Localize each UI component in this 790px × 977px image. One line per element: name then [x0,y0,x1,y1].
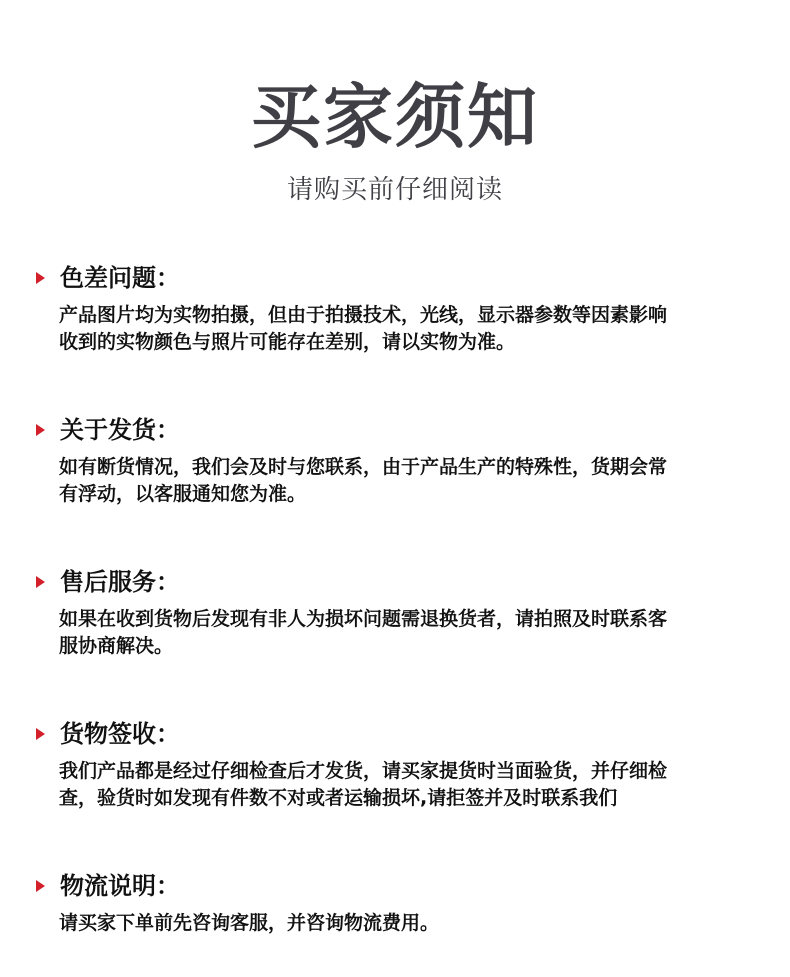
section-title: 货物签收： [60,720,180,748]
section-shipping [32,414,762,508]
section-logistics [32,870,762,937]
section-title: 售后服务： [60,568,180,596]
triangle-right-icon [36,424,45,436]
triangle-right-icon [36,576,45,588]
section-header [32,414,762,448]
body-line: 收到的实物颜色与照片可能存在差别，请以实物为准。 [59,331,516,353]
section-body [59,606,749,660]
section-color-difference [32,262,762,356]
body-line: 产品图片均为实物拍摄，但由于拍摄技术，光线，显示器参数等因素影响 [59,304,668,326]
body-line: 查，验货时如发现有件数不对或者运输损坏,请拒签并及时联系我们 [59,787,618,809]
section-body [59,910,749,937]
section-title: 关于发货： [60,416,180,444]
page-title: 买家须知 [251,76,539,158]
section-title: 物流说明： [60,872,180,900]
body-line: 请买家下单前先咨询客服，并咨询物流费用。 [59,912,440,934]
body-line: 我们产品都是经过仔细检查后才发货，请买家提货时当面验货，并仔细检 [59,760,668,782]
body-line: 如有断货情况，我们会及时与您联系，由于产品生产的特殊性，货期会常 [59,456,668,478]
section-header [32,566,762,600]
section-title: 色差问题： [60,264,180,292]
page-subtitle: 请购买前仔细阅读 [286,175,503,205]
body-line: 如果在收到货物后发现有非人为损坏问题需退换货者，请拍照及时联系客 [59,608,668,630]
section-body [59,302,749,356]
section-header [32,262,762,296]
section-body [59,454,749,508]
body-line: 有浮动，以客服通知您为准。 [59,483,307,505]
section-goods-receipt [32,718,762,812]
triangle-right-icon [36,728,45,740]
triangle-right-icon [36,272,45,284]
triangle-right-icon [36,880,45,892]
section-after-sales [32,566,762,660]
section-body [59,758,749,812]
section-header [32,718,762,752]
section-header [32,870,762,904]
body-line: 服协商解决。 [59,635,174,657]
